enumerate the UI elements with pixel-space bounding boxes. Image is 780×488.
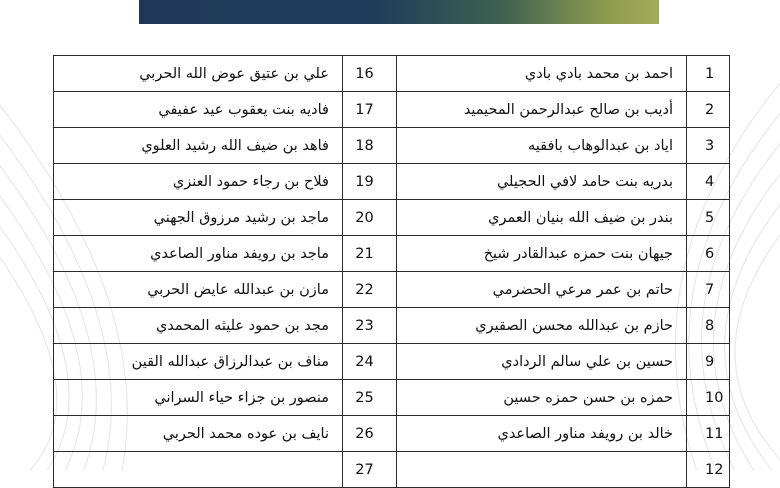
table-row xyxy=(54,164,730,200)
left-number-cell: 17 xyxy=(343,92,397,128)
table-row xyxy=(54,92,730,128)
right-name-cell: حمزه بن حسن حمزه حسين xyxy=(397,380,687,416)
table-row xyxy=(54,344,730,380)
left-number-cell: 25 xyxy=(343,380,397,416)
left-number-cell: 18 xyxy=(343,128,397,164)
right-name-cell: حازم بن عبدالله محسن الصقيري xyxy=(397,308,687,344)
right-number-cell: 12 xyxy=(687,452,730,488)
left-number-cell: 20 xyxy=(343,200,397,236)
left-number-cell: 23 xyxy=(343,308,397,344)
left-name-cell: علي بن عتيق عوض الله الحربي xyxy=(54,56,343,92)
right-name-cell: جيهان بنت حمزه عبدالقادر شيخ xyxy=(397,236,687,272)
table-row xyxy=(54,200,730,236)
right-name-cell: اياد بن عبدالوهاب بافقيه xyxy=(397,128,687,164)
left-name-cell: فاديه بنت يعقوب عيد عفيفي xyxy=(54,92,343,128)
right-name-cell: خالد بن رويفد مناور الصاعدي xyxy=(397,416,687,452)
left-name-cell: مازن بن عبدالله عايض الحربي xyxy=(54,272,343,308)
right-name-cell: بندر بن ضيف الله بنيان العمري xyxy=(397,200,687,236)
table-row xyxy=(54,56,730,92)
right-number-cell: 2 xyxy=(687,92,730,128)
left-name-cell: ماجد بن رويفد مناور الصاعدي xyxy=(54,236,343,272)
left-name-cell: مجد بن حمود عليثه المحمدي xyxy=(54,308,343,344)
left-number-cell: 22 xyxy=(343,272,397,308)
left-number-cell: 24 xyxy=(343,344,397,380)
left-number-cell: 21 xyxy=(343,236,397,272)
names-table xyxy=(53,55,730,488)
left-number-cell: 27 xyxy=(343,452,397,488)
right-number-cell: 11 xyxy=(687,416,730,452)
right-name-cell: أديب بن صالح عبدالرحمن المحيميد xyxy=(397,92,687,128)
left-name-cell: نايف بن عوده محمد الحربي xyxy=(54,416,343,452)
right-number-cell: 7 xyxy=(687,272,730,308)
table-row xyxy=(54,416,730,452)
right-number-cell: 6 xyxy=(687,236,730,272)
table-row xyxy=(54,308,730,344)
header-banner xyxy=(139,0,659,24)
right-name-cell: احمد بن محمد بادي بادي xyxy=(397,56,687,92)
right-number-cell: 9 xyxy=(687,344,730,380)
right-number-cell: 10 xyxy=(687,380,730,416)
right-number-cell: 1 xyxy=(687,56,730,92)
right-number-cell: 4 xyxy=(687,164,730,200)
left-name-cell: ماجد بن رشيد مرزوق الجهني xyxy=(54,200,343,236)
left-number-cell: 26 xyxy=(343,416,397,452)
right-number-cell: 8 xyxy=(687,308,730,344)
left-name-cell: مناف بن عبدالرزاق عبدالله القين xyxy=(54,344,343,380)
table-row xyxy=(54,380,730,416)
right-name-cell: بدريه بنت حامد لافي الحجيلي xyxy=(397,164,687,200)
left-name-cell: فاهد بن ضيف الله رشيد العلوي xyxy=(54,128,343,164)
right-name-cell: حسين بن علي سالم الردادي xyxy=(397,344,687,380)
left-number-cell: 19 xyxy=(343,164,397,200)
left-number-cell: 16 xyxy=(343,56,397,92)
table-row xyxy=(54,272,730,308)
left-name-cell: فلاح بن رجاء حمود العنزي xyxy=(54,164,343,200)
right-number-cell: 3 xyxy=(687,128,730,164)
right-number-cell: 5 xyxy=(687,200,730,236)
left-name-cell: منصور بن جزاء حياء السراني xyxy=(54,380,343,416)
table-row xyxy=(54,236,730,272)
right-name-cell: حاتم بن عمر مرعي الحضرمي xyxy=(397,272,687,308)
table-row xyxy=(54,128,730,164)
